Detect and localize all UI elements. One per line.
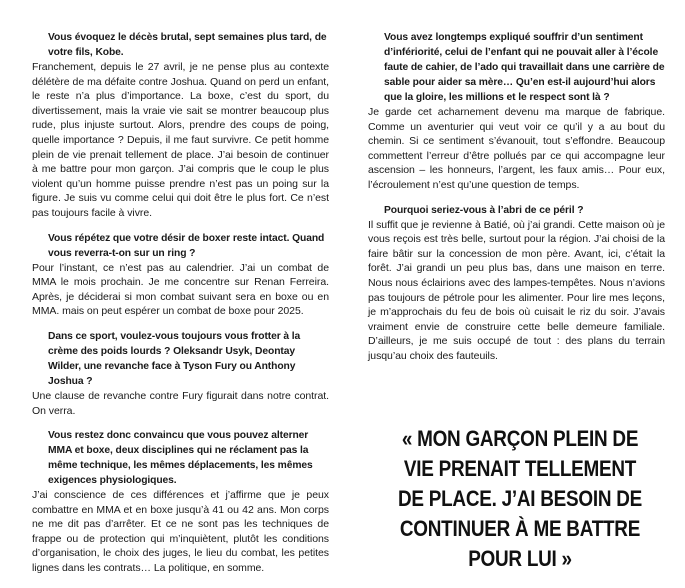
answer-kobe: Franchement, depuis le 27 avril, je ne pense plus au contexte délétère de ma défaite contre Joshua. Quand on perd un enfant, le reste n’a plus d’importance. La boxe, c’est du sport, du divertissement, mais la vraie vie sait se montrer beaucoup plus rude, plus injuste surtout. Alors, prendre des coups de poing, quelle importance ? Depuis, il me faut survivre. Ce petit homme plein de vie prenait tellement de place. J’ai besoin de continuer à me battre pour mon garçon. J’ai compris que le coup le plus violent qu’un homme puisse prendre n’est pas un poing sur la figure. Je suis vu comme celui qui doit être le plus fort. Ce n’est pas toujours facile à vivre. bbox=[32, 61, 329, 219]
question-inferiority: Vous avez longtemps expliqué souffrir d’un sentiment d’infériorité, celui de l’enfant qui ne pouvait aller à l’école faute de cahier, de l’ado qui travaillait dans une carrière de sable pour aider sa mère… Qu’en est-il aujourd’hui alors que la gloire, les millions et le respect sont là ? bbox=[384, 32, 665, 103]
question-peril: Pourquoi seriez-vous à l’abri de ce péril ? bbox=[384, 204, 584, 216]
pull-quote: « MON GARÇON PLEIN DE VIE PRENAIT TELLEMENT DE PLACE. J’AI BESOIN DE CONTINUER À ME BATTRE POUR LUI » bbox=[397, 426, 643, 571]
question-kobe: Vous évoquez le décès brutal, sept semaines plus tard, de votre fils, Kobe. bbox=[48, 32, 327, 58]
left-column bbox=[32, 30, 329, 576]
answer-heavyweights: Une clause de revanche contre Fury figurait dans notre contrat. On verra. bbox=[32, 389, 329, 417]
right-column bbox=[368, 30, 665, 364]
answer-inferiority: Je garde cet acharnement devenu ma marque de fabrique. Comme un aventurier qui veut voir ce qu’il y a au bout du chemin. Si ce sentiment s’évanouit, tout s’effondre. Beaucoup commettent l’erreur d’être pollués par ce qui accompagne leur ascension – les honneurs, l’argent, les faux amis… Pour eux, l’écroulement n’est qu’une question de temps. bbox=[368, 106, 665, 191]
answer-peril: Il suffit que je revienne à Batié, où j’ai grandi. Cette maison où je vous reçois est très belle, surtout pour la région. J’ai choisi de la faire bâtir sur la concession de mon père. Avant, ici, c’était la forêt. J’ai grandi un peu plus bas, dans une maison en terre. Nous nous éclairions avec des lampes-tempêtes. Nous n’avions pas toujours de pétrole pour les alimenter. Pour lire mes leçons, je m’approchais du feu de bois où cuisait le riz du soir. J’avais vraiment envie de construire cette belle demeure familiale. D’ailleurs, je me suis occupé de tout : des plans du terrain jusqu’au choix des fauteuils. bbox=[368, 218, 665, 362]
question-heavyweights: Dans ce sport, voulez-vous toujours vous frotter à la crème des poids lourds ? Oleksandr Usyk, Deontay Wilder, une revanche face à Tyson Fury ou Anthony Joshua ? bbox=[48, 330, 301, 387]
question-mma-boxing: Vous restez donc convaincu que vous pouvez alterner MMA et boxe, deux disciplines qui ne réclament pas la même technique, les mêmes déplacements, les mêmes exigences physiologiques. bbox=[48, 430, 313, 487]
question-ring-return: Vous répétez que votre désir de boxer reste intact. Quand vous reverra-t-on sur un ring ? bbox=[48, 232, 325, 259]
answer-mma-boxing: J’ai conscience de ces différences et j’affirme que je peux combattre en MMA et en boxe jusqu’à 41 ou 42 ans. Mon corps ne me dit pas d’arrêter. Et ce ne sont pas les techniques de frappe ou de protection qui m’inquiètent, plutôt les conditions d’organisation, le choix des juges, le lieu du combat, les petites lignes dans les contrats… La politique, en somme. bbox=[32, 489, 329, 575]
answer-ring-return: Pour l’instant, ce n’est pas au calendrier. J’ai un combat de MMA le mois prochain. Je me concentre sur Renan Ferreira. Après, je déciderai si mon combat suivant sera en boxe ou en MMA. mais on peut espérer un combat de boxe pour 2025. bbox=[32, 261, 329, 318]
